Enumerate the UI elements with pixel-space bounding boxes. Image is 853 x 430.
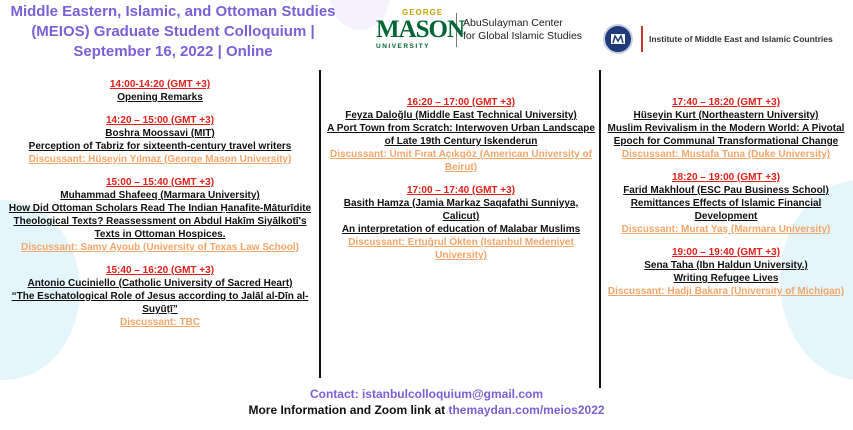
gmu-george-text: GEORGE	[402, 8, 444, 17]
contact-line: Contact: istanbulcolloquium@gmail.com	[309, 387, 544, 401]
session-block	[4, 176, 316, 254]
session-speaker: Hüseyin Kurt (Northeastern University)	[633, 110, 819, 121]
session-block	[4, 78, 316, 104]
session-block	[326, 184, 596, 262]
session-block	[606, 171, 846, 236]
schedule-column-3	[606, 96, 846, 308]
session-title: Writing Refugee Lives	[673, 273, 779, 284]
gmu-wordmark	[372, 8, 465, 52]
institute-seal-icon	[603, 24, 633, 54]
session-time: 14:20 – 15:00 (GMT +3)	[105, 115, 215, 126]
session-discussant: Discussant: Murat Yaş (Marmara University)	[621, 224, 831, 235]
gmu-university-text: UNIVERSITY	[376, 43, 431, 50]
session-discussant: Discussant: Mustafa Tuna (Duke University)	[621, 149, 831, 160]
session-discussant: Discussant: Ertuğrul Ökten (Istanbul Medeniyet University)	[348, 237, 574, 261]
session-time: 16:20 – 17:00 (GMT +3)	[406, 97, 516, 108]
session-time: 17:40 – 18:20 (GMT +3)	[671, 97, 781, 108]
session-speaker: Muhammad Shafeeq (Marmara University)	[60, 190, 260, 201]
gmu-center-line-2: for Global Islamic Studies	[463, 30, 583, 42]
session-title: An interpretation of education of Malabar Muslims	[341, 224, 581, 235]
session-discussant: Discussant: Samy Ayoub (University of Texas Law School)	[20, 242, 300, 253]
session-block	[4, 114, 316, 166]
session-title: A Port Town from Scratch: Interwoven Urban Landscape of Late 19th Century Iskenderun	[327, 123, 595, 147]
event-link[interactable]: themaydan.com/meios2022	[448, 403, 605, 417]
gmu-mason-text: MASON	[376, 16, 465, 43]
title-line-3: September 16, 2022 | Online	[73, 43, 273, 60]
session-speaker: Antonio Cuciniello (Catholic University of Sacred Heart)	[27, 278, 293, 289]
session-speaker: Boshra Moossavi (MIT)	[105, 128, 215, 139]
session-title: How Did Ottoman Scholars Read The Indian Ḥanafite-Māturīdite Theological Texts? Reassessment on Abdul Hakīm Siyālkotī's Texts in Ottoman Hospices.	[8, 203, 312, 240]
more-info-line	[0, 403, 853, 417]
title-line-2: (MEIOS) Graduate Student Colloquium |	[31, 23, 315, 40]
session-block	[606, 96, 846, 161]
session-block	[4, 264, 316, 329]
session-speaker: Opening Remarks	[117, 92, 203, 103]
session-time: 14:00-14:20 (GMT +3)	[109, 79, 211, 90]
column-divider-1	[319, 70, 321, 378]
schedule-column-2	[326, 96, 596, 272]
session-discussant: Discussant: Ümit Fırat Açıkgöz (American University of Beirut)	[330, 149, 592, 173]
gmu-logo	[372, 8, 582, 52]
title-line-1: Middle Eastern, Islamic, and Ottoman Studies	[10, 3, 336, 20]
session-title: “The Eschatological Role of Jesus according to Jalāl al-Dīn al-Suyūṭī”	[11, 291, 309, 315]
session-time: 15:40 – 16:20 (GMT +3)	[105, 265, 215, 276]
session-title: Perception of Tabriz for sixteenth-century travel writers	[28, 141, 292, 152]
session-time: 18:20 – 19:00 (GMT +3)	[671, 172, 781, 183]
session-speaker: Sena Taha (Ibn Haldun University.)	[644, 260, 808, 271]
session-time: 15:00 – 15:40 (GMT +3)	[105, 177, 215, 188]
session-discussant: Discussant: Hadji Bakara (University of Michigan)	[607, 286, 845, 297]
session-speaker: Farid Makhlouf (ESC Pau Business School)	[623, 185, 829, 196]
session-block	[606, 246, 846, 298]
session-block	[326, 96, 596, 174]
session-speaker: Feyza Daloğlu (Middle East Technical University)	[345, 110, 577, 121]
session-title: Remittances Effects of Islamic Financial Development	[630, 198, 822, 222]
gmu-center-line-1: AbuSulayman Center	[463, 17, 563, 29]
institute-divider	[641, 26, 643, 52]
more-info-prefix: More Information and Zoom link at	[248, 403, 449, 417]
session-discussant: Discussant: Hüseyin Yılmaz (George Mason University)	[28, 154, 292, 165]
session-discussant: Discussant: TBC	[119, 317, 200, 328]
institute-logo	[603, 24, 833, 54]
session-time: 17:00 – 17:40 (GMT +3)	[406, 185, 516, 196]
institute-name: Institute of Middle East and Islamic Countries	[649, 34, 833, 44]
session-title: Muslim Revivalism in the Modern World: A Pivotal Epoch for Communal Transformational Change	[607, 123, 845, 147]
session-time: 19:00 – 19:40 (GMT +3)	[671, 247, 781, 258]
column-divider-2	[599, 70, 601, 388]
session-speaker: Basith Hamza (Jamia Markaz Saqafathi Sunniyya, Calicut)	[343, 198, 579, 222]
page-title	[8, 2, 338, 62]
gmu-center-name	[463, 17, 582, 43]
schedule-column-1	[4, 78, 316, 339]
